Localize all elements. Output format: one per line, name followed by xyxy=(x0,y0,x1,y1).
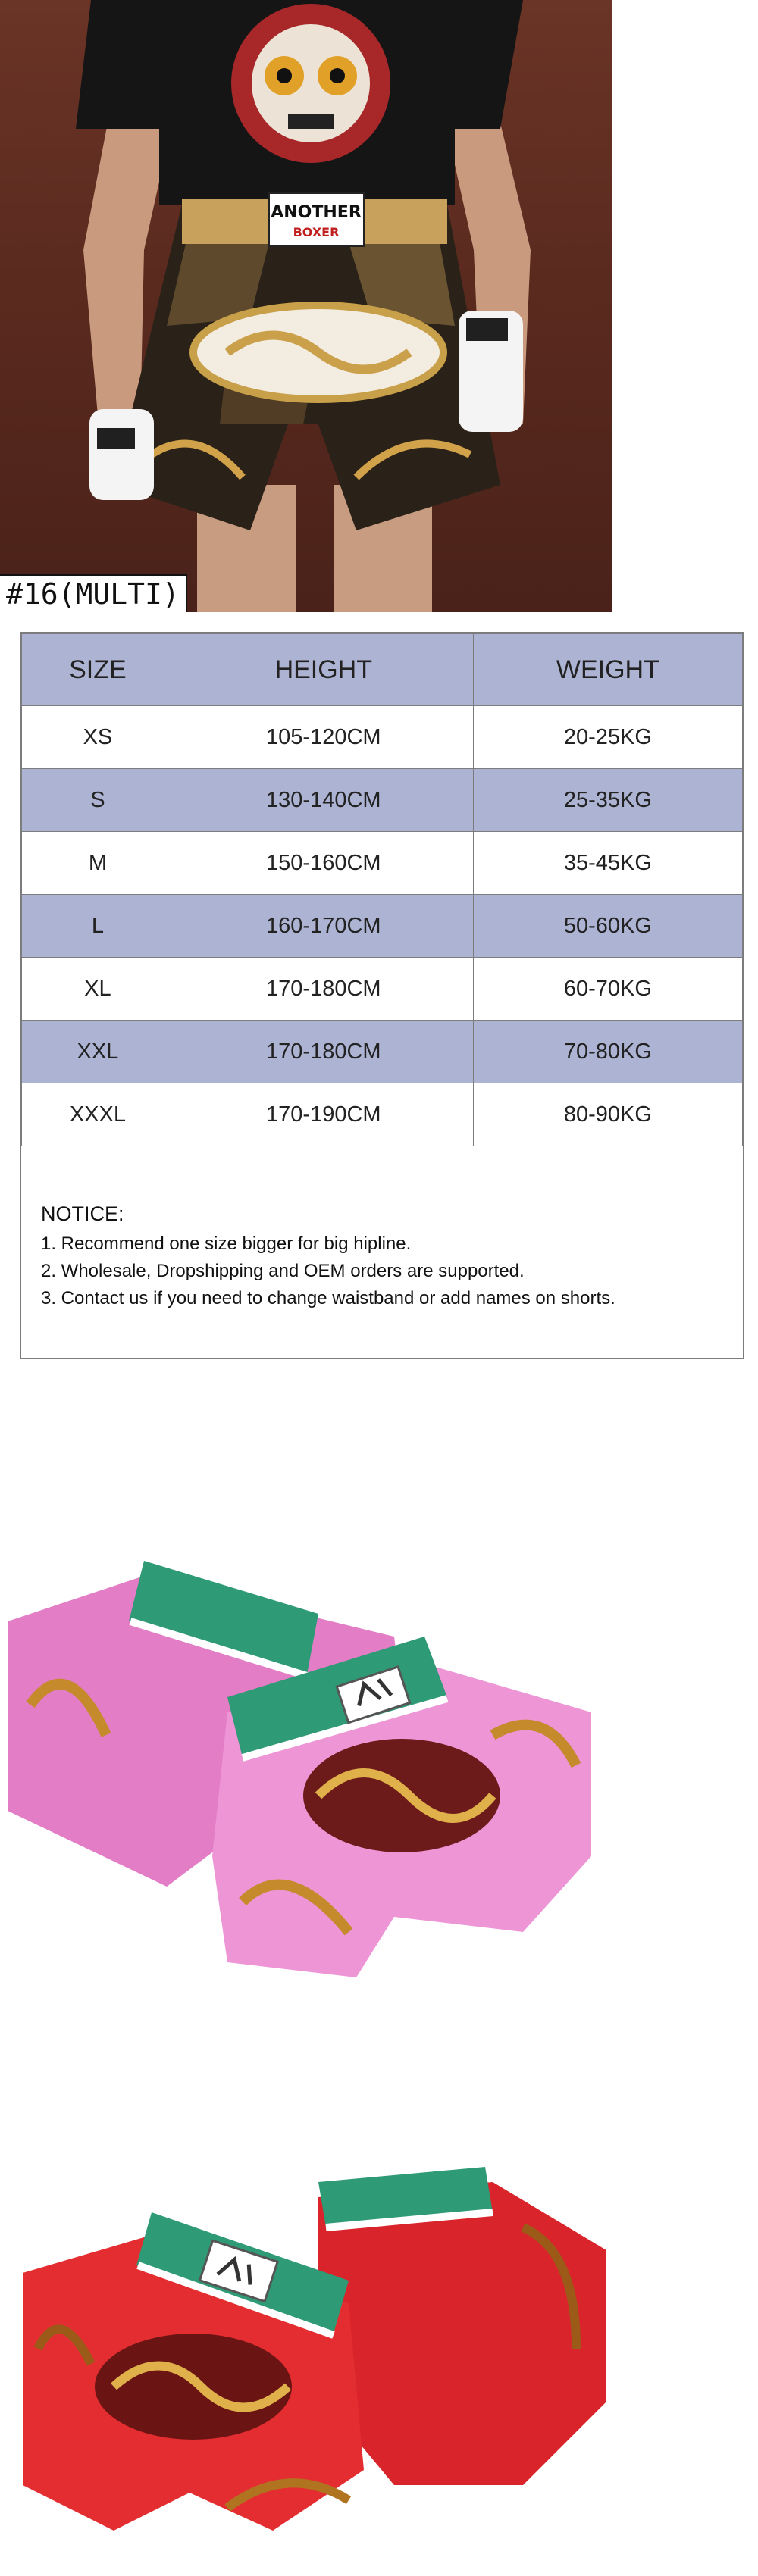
cell-weight: 60-70KG xyxy=(473,958,742,1021)
cell-size: XL xyxy=(22,958,174,1021)
cell-height: 105-120CM xyxy=(174,706,473,769)
cell-size: XXL xyxy=(22,1021,174,1083)
notice-line: 3. Contact us if you need to change waistband or add names on shorts. xyxy=(41,1288,615,1308)
table-row xyxy=(22,832,743,895)
table-row xyxy=(22,1083,743,1146)
red-shorts-illustration xyxy=(0,2152,612,2546)
cell-height: 130-140CM xyxy=(174,769,473,832)
notice-title: NOTICE: xyxy=(41,1202,124,1225)
cell-weight: 50-60KG xyxy=(473,895,742,958)
table-row xyxy=(22,1021,743,1083)
size-table xyxy=(21,633,743,1146)
cell-size: M xyxy=(22,832,174,895)
cell-weight: 80-90KG xyxy=(473,1083,742,1146)
model-shorts-illustration xyxy=(0,0,612,612)
header-size: SIZE xyxy=(22,634,174,706)
cell-weight: 70-80KG xyxy=(473,1021,742,1083)
cell-weight: 35-45KG xyxy=(473,832,742,895)
table-row xyxy=(22,895,743,958)
header-weight: WEIGHT xyxy=(473,634,742,706)
size-chart xyxy=(20,632,744,1359)
header-height: HEIGHT xyxy=(174,634,473,706)
table-row xyxy=(22,706,743,769)
cell-size: L xyxy=(22,895,174,958)
cell-height: 170-180CM xyxy=(174,1021,473,1083)
table-row xyxy=(22,769,743,832)
cell-height: 170-190CM xyxy=(174,1083,473,1146)
waistband-logo-line1: ANOTHER xyxy=(271,203,362,222)
product-photo-model xyxy=(0,0,612,612)
photo-caption: #16(MULTI) xyxy=(0,574,187,612)
waistband-logo-line2: BOXER xyxy=(293,225,340,239)
notice-line: 1. Recommend one size bigger for big hipline. xyxy=(41,1233,412,1254)
product-photo-pink xyxy=(0,1508,612,1993)
cell-height: 170-180CM xyxy=(174,958,473,1021)
cell-height: 160-170CM xyxy=(174,895,473,958)
cell-weight: 20-25KG xyxy=(473,706,742,769)
notice-block xyxy=(21,1146,743,1312)
pink-shorts-illustration xyxy=(0,1508,612,1993)
cell-size: S xyxy=(22,769,174,832)
product-photo-red xyxy=(0,2152,612,2546)
size-table-header-row xyxy=(22,634,743,706)
cell-weight: 25-35KG xyxy=(473,769,742,832)
cell-height: 150-160CM xyxy=(174,832,473,895)
notice-line: 2. Wholesale, Dropshipping and OEM orders are supported. xyxy=(41,1261,525,1281)
cell-size: XS xyxy=(22,706,174,769)
table-row xyxy=(22,958,743,1021)
cell-size: XXXL xyxy=(22,1083,174,1146)
